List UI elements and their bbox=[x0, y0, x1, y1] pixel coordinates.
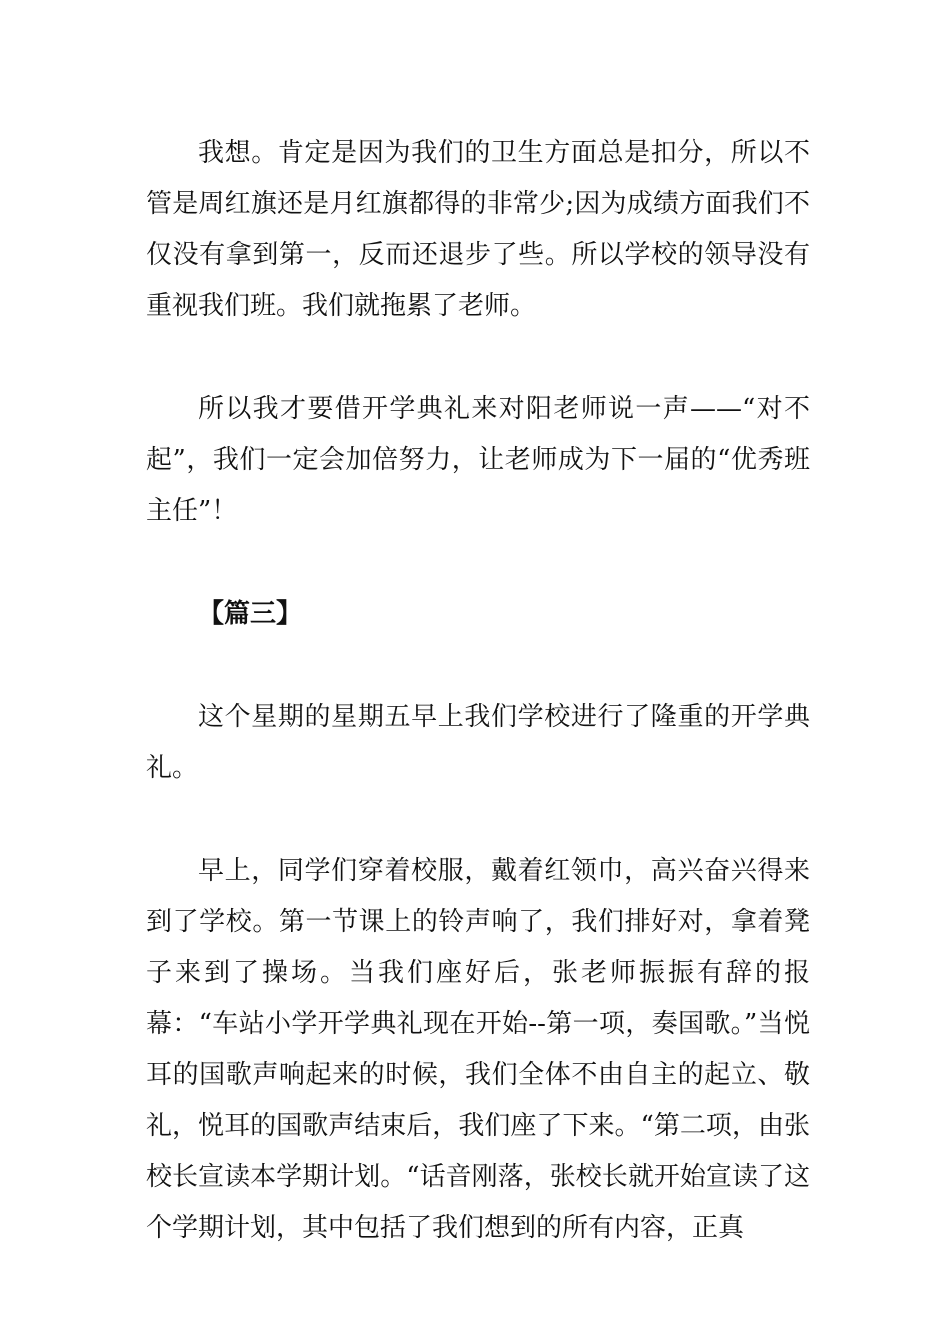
paragraph-1: 我想。肯定是因为我们的卫生方面总是扣分，所以不管是周红旗还是月红旗都得的非常少;因为成绩方面我们不仅没有拿到第一，反而还退步了些。所以学校的领导没有重视我们班。我们就拖累了老师。 bbox=[146, 138, 810, 321]
paragraph-spacer bbox=[146, 332, 810, 384]
paragraph-spacer bbox=[146, 640, 810, 692]
paragraph-3: 这个星期的星期五早上我们学校进行了隆重的开学典礼。 bbox=[146, 702, 810, 783]
paragraph-2: 所以我才要借开学典礼来对阳老师说一声——“对不起”，我们一定会加倍努力，让老师成为下一届的“优秀班主任”！ bbox=[146, 394, 810, 526]
section-heading: 【篇三】 bbox=[198, 599, 303, 629]
paragraph-spacer bbox=[146, 537, 810, 589]
paragraph-spacer bbox=[146, 794, 810, 846]
paragraph-4: 早上，同学们穿着校服，戴着红领巾，高兴奋兴得来到了学校。第一节课上的铃声响了，我们排好对，拿着凳子来到了操场。当我们座好后，张老师振振有辞的报幕：“车站小学开学典礼现在开始--第一项，奏国歌。”当悦耳的国歌声响起来的时候，我们全体不由自主的起立、敬礼，悦耳的国歌声结束后，我们座了下来。“第二项，由张校长宣读本学期计划。“话音刚落，张校长就开始宣读了这个学期计划，其中包括了我们想到的所有内容，正真 bbox=[146, 856, 810, 1243]
document-body bbox=[146, 128, 810, 1254]
